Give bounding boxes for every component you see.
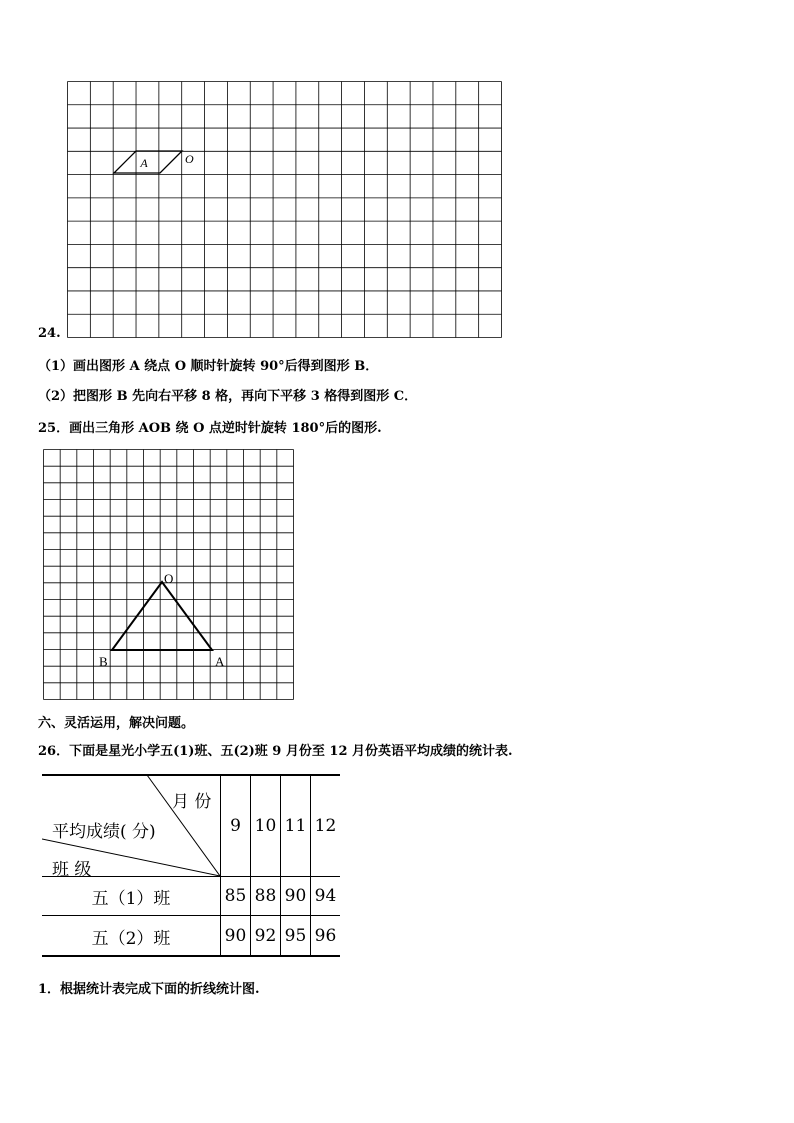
- diagonal-header-cell: [42, 775, 221, 880]
- point-o-label: O: [164, 571, 174, 586]
- q25-text: 25．画出三角形 AOB 绕 O 点逆时针旋转 180°后的图形.: [38, 421, 382, 436]
- score-cell: 95: [281, 916, 311, 957]
- month-11: 11: [281, 775, 311, 877]
- table-row: [42, 877, 340, 916]
- header-class: 班 级: [52, 860, 92, 880]
- month-12: 12: [311, 775, 341, 877]
- q25-grid: [43, 449, 295, 701]
- month-9: 9: [221, 775, 251, 877]
- table-bottom-rule: [42, 955, 340, 957]
- month-10: 10: [251, 775, 281, 877]
- score-cell: 88: [251, 877, 281, 916]
- class-name: 五（1）班: [42, 877, 221, 916]
- score-cell: 85: [221, 877, 251, 916]
- q26-sub1: 1．根据统计表完成下面的折线统计图.: [38, 982, 260, 997]
- score-cell: 90: [281, 877, 311, 916]
- score-cell: 90: [221, 916, 251, 957]
- score-cell: 92: [251, 916, 281, 957]
- score-cell: 96: [311, 916, 341, 957]
- q24-number: 24.: [38, 326, 61, 341]
- point-b-label: B: [99, 654, 108, 669]
- shape-a-parallelogram: [114, 151, 182, 173]
- point-a-label: A: [215, 654, 225, 669]
- table-row: [42, 916, 340, 957]
- score-cell: 94: [311, 877, 341, 916]
- shape-a-label: A: [140, 156, 148, 170]
- point-o-label: O: [185, 152, 194, 166]
- score-table: [42, 775, 340, 956]
- header-month: 月 份: [172, 792, 212, 812]
- q24-grid: [67, 81, 503, 339]
- class-name: 五（2）班: [91, 928, 171, 949]
- header-score: 平均成绩( 分): [52, 822, 156, 842]
- table-header-row: [42, 775, 340, 877]
- q24-part1: （1）画出图形 A 绕点 O 顺时针旋转 90°后得到图形 B．: [38, 359, 379, 374]
- section-6-title: 六、灵活运用，解决问题。: [38, 716, 195, 731]
- q26-text: 26．下面是星光小学五(1)班、五(2)班 9 月份至 12 月份英语平均成绩的统计表.: [38, 744, 513, 759]
- q24-part2: （2）把图形 B 先向右平移 8 格，再向下平移 3 格得到图形 C．: [38, 389, 418, 404]
